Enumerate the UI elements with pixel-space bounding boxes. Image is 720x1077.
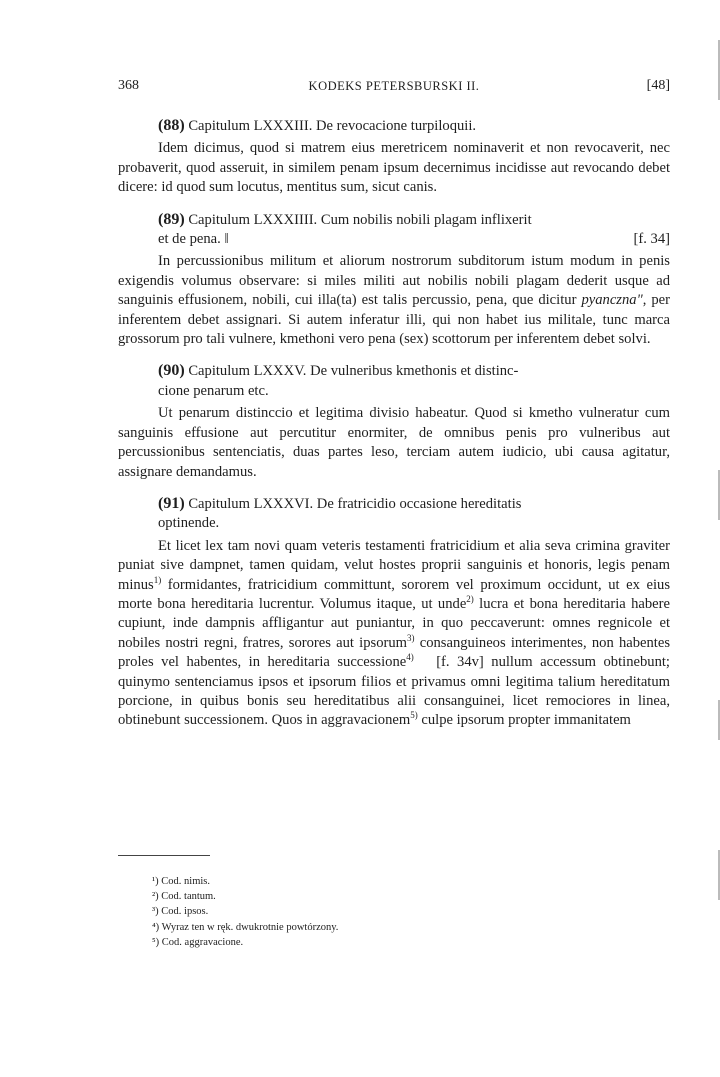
italic-term: pyanczna" bbox=[581, 292, 643, 309]
section-title bbox=[118, 494, 670, 514]
running-title: KODEKS PETERSBURSKI II. bbox=[308, 79, 480, 93]
section-number: (89) bbox=[158, 210, 185, 228]
folio-number: [48] bbox=[646, 78, 670, 93]
folio-reference: [f. 34] bbox=[633, 231, 670, 248]
footnote-marker: 2) bbox=[466, 594, 474, 605]
section-heading-cont: et de pena. ‖ bbox=[158, 231, 229, 248]
paragraph-text: lucra et bona hereditaria habere cupiunt, inde dampnis affligantur aut puniantur, in quo peccaverunt: omnes regnicole et nobiles nostri regni, fratres, sorores aut ipsorum bbox=[118, 595, 670, 651]
footnote: ¹) Cod. nimis. bbox=[152, 876, 210, 887]
section-heading-cont: optinende. bbox=[158, 515, 220, 532]
footnotes bbox=[152, 874, 338, 950]
section-heading-cont: cione penarum etc. bbox=[158, 382, 269, 399]
section-title bbox=[118, 210, 670, 230]
section-title bbox=[118, 361, 670, 381]
footnote-rule bbox=[118, 855, 210, 856]
paragraph-text: culpe ipsorum propter immanitatem bbox=[417, 712, 631, 729]
footnote-marker: 3) bbox=[407, 632, 415, 643]
section-title bbox=[118, 116, 670, 136]
section-paragraph bbox=[118, 537, 670, 731]
paragraph-text: consanguineos interimentes, non habentes proles vel habentes, in hereditaria successione bbox=[118, 634, 671, 671]
page-header bbox=[118, 78, 670, 98]
section-heading: Capitulum LXXXV. De vulneribus kmethonis et distinc- bbox=[188, 363, 519, 380]
section-paragraph: Ut penarum distinccio et legitima divisio habeatur. Quod si kmetho vulneratur cum sanguinis effusione aut percutitur enormiter, de omnibus penis pro vulneribus aut percussionibus sentenciatis, duas partes leso, terciam autem iudicio, ubi causa agitatur, assignare demandamus. bbox=[118, 405, 670, 480]
section-title-continuation bbox=[118, 230, 670, 249]
paragraph-text: , per inferentem debet assignari. Si autem inferatur illi, qui non habet ius militale, tunc marca grossorum pro tali vulnere, kmethoni vero pena (sex) scottorum per inferentem debet solvi. bbox=[118, 292, 671, 348]
footnote: ⁴) Wyraz ten w ręk. dwukrotnie powtórzony. bbox=[152, 921, 339, 933]
section-91 bbox=[118, 494, 670, 731]
footnote: ²) Cod. tantum. bbox=[152, 891, 216, 903]
section-paragraph: Idem dicimus, quod si matrem eius meretricem nominaverit et non revocaverit, nec probaverit, quod asseruit, in similem penam ipsum decernimus incidisse aut revocando debet dicere: id quod sum locutus, mentitus sum, sicut canis. bbox=[118, 140, 670, 196]
footnote-marker: 1) bbox=[153, 574, 162, 585]
section-heading: Capitulum LXXXIII. De revocacione turpiloquii. bbox=[188, 118, 477, 134]
footnote-marker: 5) bbox=[410, 710, 418, 721]
section-number: (90) bbox=[158, 362, 185, 380]
section-89 bbox=[118, 210, 670, 350]
section-number: (91) bbox=[158, 494, 185, 512]
main-text bbox=[118, 116, 670, 743]
folio-reference: [f. 34v] bbox=[436, 654, 484, 671]
footnote: ⁵) Cod. aggravacione. bbox=[152, 936, 244, 948]
footnote-marker: 4) bbox=[406, 652, 414, 663]
section-heading: Capitulum LXXXVI. De fratricidio occasione hereditatis bbox=[188, 495, 522, 512]
paragraph-text: In percussionibus militum et aliorum nostrorum subditorum istum modum in penis exigendis volumus observare: si miles militi aut nobilis nobili plagam dederit usque ad sanguinis effusionem, nobili, cui illa(ta) est talis percussio, pena, que dicitur bbox=[118, 253, 670, 309]
footnote: ³) Cod. ipsos. bbox=[152, 906, 209, 918]
paragraph-text: nullum accessum obtinebunt; quinymo sentenciamus ipsos et ipsorum filios et privamus omni legitima talium hereditatum porcione, in quibus bonis seu hereditatibus alii consanguinei, licet remociores in linea, obtinebunt successionem. Quos in aggravacionem bbox=[118, 654, 670, 729]
section-heading: Capitulum LXXXIIII. Cum nobilis nobili plagam inflixerit bbox=[188, 211, 532, 228]
page-number: 368 bbox=[118, 78, 139, 93]
paragraph-text: formidantes, fratricidium committunt, sororem vel proximum occidunt, ut ex eius morte bona hereditaria lucrentur. Volumus itaque, ut unde bbox=[118, 576, 670, 612]
section-88 bbox=[118, 116, 670, 198]
section-number: (88) bbox=[158, 117, 185, 134]
section-90 bbox=[118, 361, 670, 481]
paragraph-text: Et licet lex tam novi quam veteris testamenti fratricidium et alia seva crimina graviter puniat sive dampnet, tamen quidam, velut hostes proprii sanguinis et honoris, legis penam minus bbox=[118, 537, 670, 593]
section-paragraph bbox=[118, 252, 670, 349]
